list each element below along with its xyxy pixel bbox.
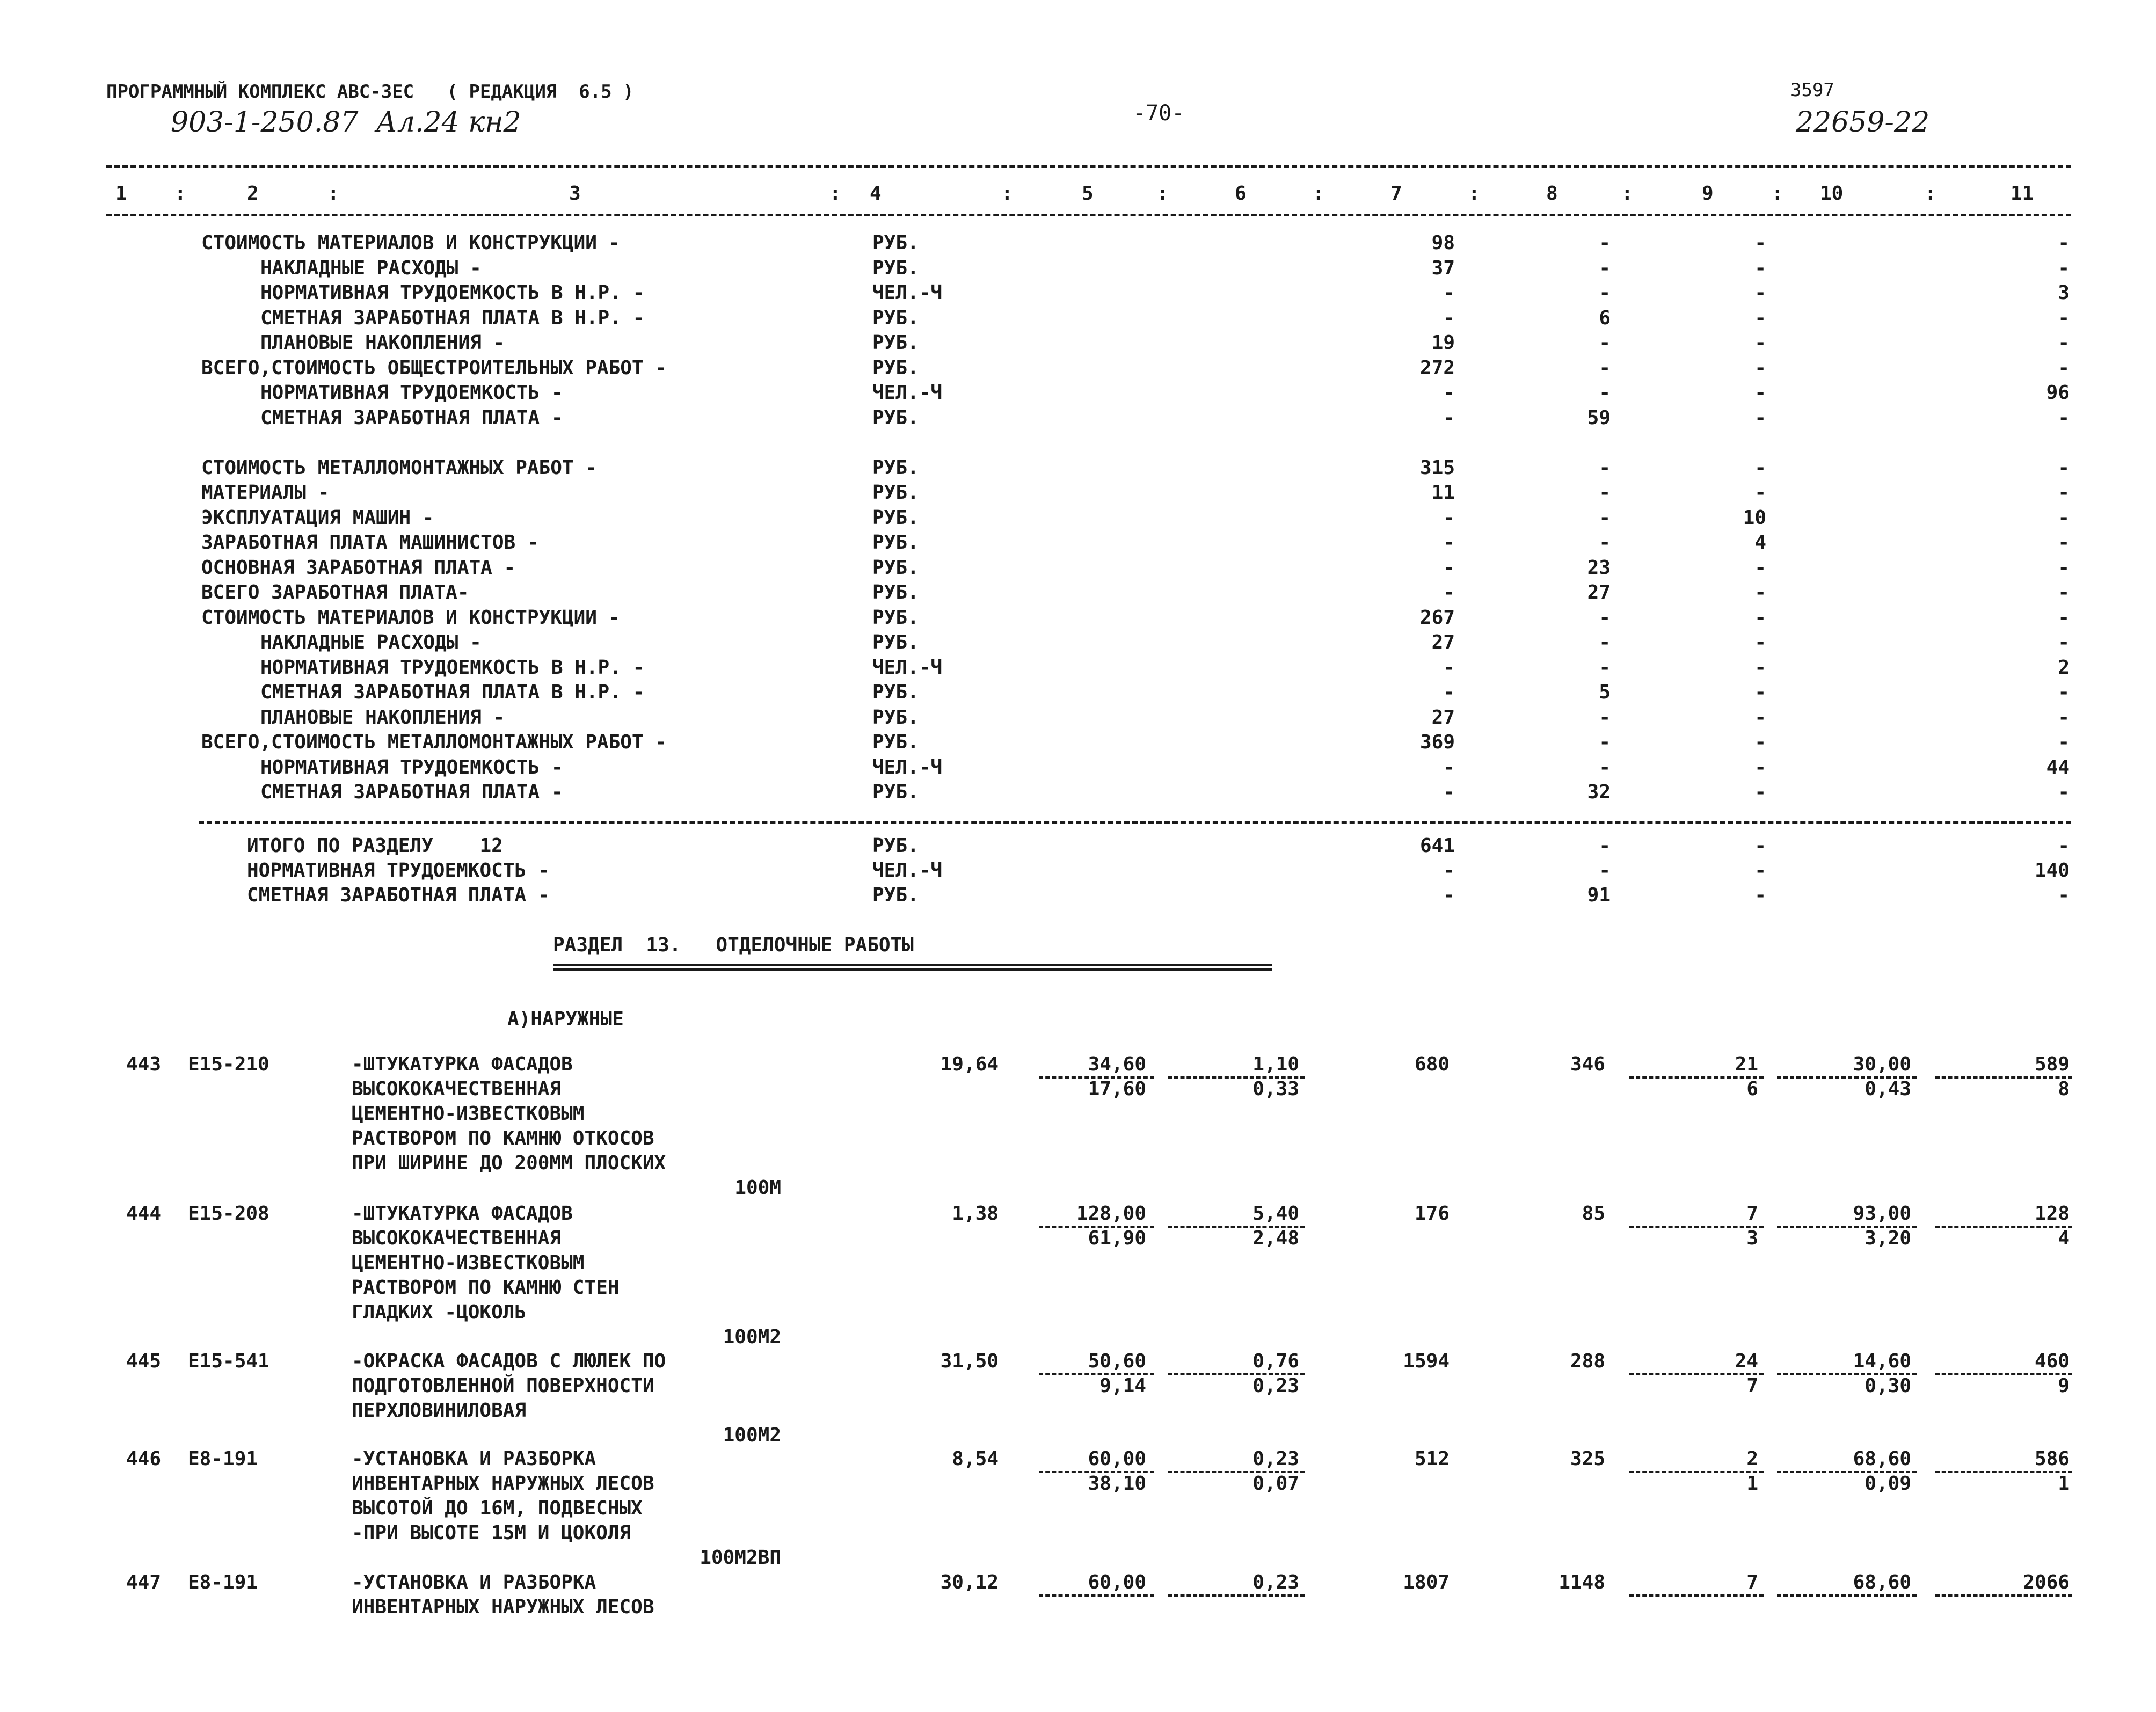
row-unit: ЧЕЛ.-Ч [872, 656, 943, 679]
row-label: МАТЕРИАЛЫ - [201, 482, 330, 504]
item-description-line: ПРИ ШИРИНЕ ДО 200ММ ПЛОСКИХ [352, 1152, 666, 1174]
sheet-code: 3597 [1790, 79, 1834, 101]
item-code: Е8-191 [188, 1448, 258, 1470]
item-number: 443 [126, 1053, 162, 1075]
row-unit: РУБ. [872, 731, 919, 753]
item-description-line: ВЫСОКОКАЧЕСТВЕННАЯ [352, 1227, 562, 1249]
total-col9: - [1754, 884, 1766, 906]
item-col9: 24 [1735, 1350, 1758, 1372]
row-col8: 23 [1587, 556, 1611, 579]
item-col10: 68,60 [1853, 1571, 1911, 1593]
row-col7: - [1443, 656, 1455, 679]
row-col8: 5 [1599, 681, 1611, 703]
row-label: ВСЕГО ЗАРАБОТНАЯ ПЛАТА- [201, 581, 469, 603]
row-col9: - [1754, 581, 1766, 603]
row-unit: ЧЕЛ.-Ч [872, 756, 943, 778]
row-col11: - [2058, 482, 2070, 504]
item-description-line: ПЕРХЛОВИНИЛОВАЯ [352, 1400, 527, 1422]
row-label: СМЕТНАЯ ЗАРАБОТНАЯ ПЛАТА В Н.Р. - [260, 681, 645, 703]
row-col9: - [1754, 656, 1766, 679]
item-subline [1777, 1594, 1917, 1597]
column-header-6: 6 [1235, 183, 1247, 205]
item-wage-unit-2: 0,33 [1252, 1078, 1299, 1100]
row-col7: - [1443, 282, 1455, 304]
row-unit: РУБ. [872, 307, 919, 329]
row-col9: - [1754, 406, 1766, 429]
item-subline [1935, 1594, 2072, 1597]
rule-header-bottom [106, 214, 2071, 216]
row-col11: - [2058, 356, 2070, 379]
row-col11: 44 [2046, 756, 2070, 778]
row-col8: - [1599, 756, 1611, 778]
page-number: -70- [1133, 101, 1185, 126]
column-separator: : [1621, 183, 1633, 205]
item-wage-unit-2: 2,48 [1252, 1227, 1299, 1249]
row-col11: - [2058, 456, 2070, 479]
item-unit: 100М2ВП [700, 1547, 781, 1569]
row-col7: 27 [1431, 706, 1455, 728]
row-unit: РУБ. [872, 781, 919, 803]
row-col8: - [1599, 282, 1611, 304]
row-col7: - [1443, 406, 1455, 429]
item-col11: 2066 [2023, 1571, 2070, 1593]
column-header-2: 2 [247, 183, 259, 205]
row-label: НОРМАТИВНАЯ ТРУДОЕМКОСТЬ - [260, 756, 563, 778]
row-col8: - [1599, 456, 1611, 479]
item-wage-unit: 0,76 [1252, 1350, 1299, 1372]
item-description-line: -УСТАНОВКА И РАЗБОРКА [352, 1571, 596, 1593]
item-unit-cost: 128,00 [1076, 1203, 1146, 1225]
row-col7: 19 [1431, 332, 1455, 354]
row-col7: 11 [1431, 482, 1455, 504]
row-unit: РУБ. [872, 531, 919, 553]
row-col11: - [2058, 781, 2070, 803]
row-col8: - [1599, 706, 1611, 728]
row-col11: - [2058, 631, 2070, 653]
column-separator: : [1157, 183, 1169, 205]
item-number: 445 [126, 1350, 162, 1372]
row-col9: - [1754, 257, 1766, 279]
row-col11: - [2058, 556, 2070, 579]
row-col7: - [1443, 506, 1455, 529]
total-unit: РУБ. [872, 835, 919, 857]
row-col8: - [1599, 531, 1611, 553]
row-col9: - [1754, 332, 1766, 354]
column-separator: : [174, 183, 186, 205]
item-unit-cost-2: 17,60 [1088, 1078, 1146, 1100]
item-quantity: 8,54 [952, 1448, 999, 1470]
item-wages: 85 [1582, 1203, 1605, 1225]
item-description-line: ИНВЕНТАРНЫХ НАРУЖНЫХ ЛЕСОВ [352, 1596, 654, 1618]
row-col11: - [2058, 232, 2070, 254]
item-total-cost: 1807 [1403, 1571, 1450, 1593]
item-description-line: РАСТВОРОМ ПО КАМНЮ СТЕН [352, 1277, 620, 1299]
row-col7: - [1443, 307, 1455, 329]
item-col11-2: 8 [2058, 1078, 2070, 1100]
row-col9: - [1754, 307, 1766, 329]
row-col11: - [2058, 531, 2070, 553]
column-header-7: 7 [1390, 183, 1402, 205]
item-wage-unit: 5,40 [1252, 1203, 1299, 1225]
item-subline [1168, 1594, 1305, 1597]
item-description-line: ГЛАДКИХ -ЦОКОЛЬ [352, 1301, 527, 1323]
item-quantity: 19,64 [940, 1053, 999, 1075]
row-label: НОРМАТИВНАЯ ТРУДОЕМКОСТЬ - [260, 382, 563, 404]
row-col9: - [1754, 282, 1766, 304]
item-number: 446 [126, 1448, 162, 1470]
item-col10-2: 0,43 [1864, 1078, 1911, 1100]
item-unit: 100М [734, 1177, 781, 1199]
column-separator: : [1313, 183, 1324, 205]
item-total-cost: 680 [1414, 1053, 1450, 1075]
row-label: ЭКСПЛУАТАЦИЯ МАШИН - [201, 506, 434, 529]
item-total-cost: 512 [1414, 1448, 1450, 1470]
row-col7: - [1443, 681, 1455, 703]
item-quantity: 1,38 [952, 1203, 999, 1225]
row-col8: - [1599, 257, 1611, 279]
row-col8: - [1599, 332, 1611, 354]
total-label: СМЕТНАЯ ЗАРАБОТНАЯ ПЛАТА - [247, 884, 550, 906]
row-unit: РУБ. [872, 257, 919, 279]
row-col9: - [1754, 382, 1766, 404]
row-col8: 27 [1587, 581, 1611, 603]
item-col9: 7 [1746, 1203, 1758, 1225]
row-col9: - [1754, 781, 1766, 803]
column-header-9: 9 [1702, 183, 1714, 205]
row-col9: 4 [1754, 531, 1766, 553]
item-wages: 325 [1570, 1448, 1605, 1470]
row-col7: - [1443, 581, 1455, 603]
row-col8: - [1599, 356, 1611, 379]
row-col11: - [2058, 307, 2070, 329]
item-wages: 346 [1570, 1053, 1605, 1075]
item-number: 447 [126, 1571, 162, 1593]
row-label: СТОИМОСТЬ МАТЕРИАЛОВ И КОНСТРУКЦИИ - [201, 606, 621, 629]
row-col11: - [2058, 706, 2070, 728]
item-description-line: ВЫСОКОКАЧЕСТВЕННАЯ [352, 1078, 562, 1100]
row-col9: - [1754, 731, 1766, 753]
row-label: ОСНОВНАЯ ЗАРАБОТНАЯ ПЛАТА - [201, 556, 516, 579]
item-description-line: ПОДГОТОВЛЕННОЙ ПОВЕРХНОСТИ [352, 1375, 654, 1397]
row-col11: 96 [2046, 382, 2070, 404]
item-wages: 1148 [1558, 1571, 1605, 1593]
row-unit: РУБ. [872, 631, 919, 653]
item-col11-2: 1 [2058, 1473, 2070, 1495]
row-label: НОРМАТИВНАЯ ТРУДОЕМКОСТЬ В Н.Р. - [260, 656, 645, 679]
item-col9-2: 3 [1746, 1227, 1758, 1249]
row-unit: РУБ. [872, 332, 919, 354]
item-col11: 128 [2034, 1203, 2070, 1225]
item-description-line: ЦЕМЕНТНО-ИЗВЕСТКОВЫМ [352, 1252, 585, 1274]
item-wage-unit-2: 0,07 [1252, 1473, 1299, 1495]
row-col9: - [1754, 482, 1766, 504]
total-col11: 140 [2034, 859, 2070, 882]
item-quantity: 30,12 [940, 1571, 999, 1593]
row-col9: - [1754, 456, 1766, 479]
total-col8: 91 [1587, 884, 1611, 906]
row-col7: 272 [1419, 356, 1455, 379]
row-col8: - [1599, 606, 1611, 629]
row-unit: ЧЕЛ.-Ч [872, 282, 943, 304]
column-separator: : [1001, 183, 1013, 205]
item-unit-cost-2: 9,14 [1099, 1375, 1146, 1397]
item-code: Е15-208 [188, 1203, 270, 1225]
row-col11: - [2058, 581, 2070, 603]
item-col11-2: 4 [2058, 1227, 2070, 1249]
item-description-line: -ОКРАСКА ФАСАДОВ С ЛЮЛЕК ПО [352, 1350, 666, 1372]
row-col8: - [1599, 656, 1611, 679]
item-col9: 2 [1746, 1448, 1758, 1470]
handwritten-project-code: 903-1-250.87 Ал.24 кн2 [171, 106, 521, 139]
row-col11: 3 [2058, 282, 2070, 304]
item-col11-2: 9 [2058, 1375, 2070, 1397]
row-col7: - [1443, 531, 1455, 553]
row-label: ВСЕГО,СТОИМОСТЬ МЕТАЛЛОМОНТАЖНЫХ РАБОТ - [201, 731, 667, 753]
rule-totals [199, 821, 2071, 824]
row-col7: 37 [1431, 257, 1455, 279]
row-col11: - [2058, 731, 2070, 753]
row-col9: - [1754, 556, 1766, 579]
column-header-5: 5 [1082, 183, 1094, 205]
item-description-line: ИНВЕНТАРНЫХ НАРУЖНЫХ ЛЕСОВ [352, 1473, 654, 1495]
item-wage-unit: 0,23 [1252, 1448, 1299, 1470]
row-label: НАКЛАДНЫЕ РАСХОДЫ - [260, 631, 482, 653]
row-col8: - [1599, 232, 1611, 254]
row-col7: 267 [1419, 606, 1455, 629]
rule-top [106, 165, 2071, 168]
item-total-cost: 1594 [1403, 1350, 1450, 1372]
column-header-11: 11 [2011, 183, 2034, 205]
row-col11: - [2058, 681, 2070, 703]
item-col9-2: 7 [1746, 1375, 1758, 1397]
item-code: Е15-210 [188, 1053, 270, 1075]
column-header-3: 3 [569, 183, 581, 205]
row-col9: - [1754, 606, 1766, 629]
item-unit-cost-2: 61,90 [1088, 1227, 1146, 1249]
row-col9: - [1754, 356, 1766, 379]
row-col7: 315 [1419, 456, 1455, 479]
row-label: СТОИМОСТЬ МАТЕРИАЛОВ И КОНСТРУКЦИИ - [201, 232, 621, 254]
row-col8: - [1599, 506, 1611, 529]
row-col11: - [2058, 257, 2070, 279]
row-unit: РУБ. [872, 232, 919, 254]
item-description-line: -ПРИ ВЫСОТЕ 15М И ЦОКОЛЯ [352, 1522, 631, 1544]
item-col10-2: 0,09 [1864, 1473, 1911, 1495]
total-col9: - [1754, 835, 1766, 857]
row-col9: - [1754, 706, 1766, 728]
total-label: ИТОГО ПО РАЗДЕЛУ 12 [247, 835, 503, 857]
item-col9-2: 1 [1746, 1473, 1758, 1495]
item-unit-cost: 60,00 [1088, 1571, 1146, 1593]
row-col8: 32 [1587, 781, 1611, 803]
row-col8: - [1599, 382, 1611, 404]
item-unit: 100М2 [723, 1326, 781, 1348]
item-number: 444 [126, 1203, 162, 1225]
row-label: НОРМАТИВНАЯ ТРУДОЕМКОСТЬ В Н.Р. - [260, 282, 645, 304]
item-description-line: РАСТВОРОМ ПО КАМНЮ ОТКОСОВ [352, 1127, 654, 1149]
handwritten-archive-number: 22659-22 [1796, 106, 1930, 139]
total-unit: РУБ. [872, 884, 919, 906]
item-unit: 100М2 [723, 1424, 781, 1446]
row-col9: - [1754, 232, 1766, 254]
item-subline [1039, 1594, 1154, 1597]
item-col10: 93,00 [1853, 1203, 1911, 1225]
row-col7: - [1443, 556, 1455, 579]
column-header-1: 1 [115, 183, 127, 205]
row-col7: - [1443, 756, 1455, 778]
row-col7: - [1443, 382, 1455, 404]
section-title: РАЗДЕЛ 13. ОТДЕЛОЧНЫЕ РАБОТЫ [553, 934, 914, 956]
item-col11: 586 [2034, 1448, 2070, 1470]
row-col9: - [1754, 681, 1766, 703]
row-col9: 10 [1743, 506, 1766, 529]
row-col8: - [1599, 631, 1611, 653]
item-wage-unit-2: 0,23 [1252, 1375, 1299, 1397]
item-description-line: ЦЕМЕНТНО-ИЗВЕСТКОВЫМ [352, 1103, 585, 1125]
total-col11: - [2058, 835, 2070, 857]
item-wages: 288 [1570, 1350, 1605, 1372]
row-col9: - [1754, 631, 1766, 653]
total-col7: 641 [1419, 835, 1455, 857]
row-label: СМЕТНАЯ ЗАРАБОТНАЯ ПЛАТА - [260, 781, 563, 803]
row-unit: РУБ. [872, 681, 919, 703]
item-unit-cost: 50,60 [1088, 1350, 1146, 1372]
section-title-underline [553, 964, 1272, 971]
row-label: ВСЕГО,СТОИМОСТЬ ОБЩЕСТРОИТЕЛЬНЫХ РАБОТ - [201, 356, 667, 379]
column-header-10: 10 [1820, 183, 1844, 205]
item-total-cost: 176 [1414, 1203, 1450, 1225]
row-unit: ЧЕЛ.-Ч [872, 382, 943, 404]
program-header: ПРОГРАММНЫЙ КОМПЛЕКС АВС-ЗЕС ( РЕДАКЦИЯ 6.5 ) [106, 81, 634, 103]
row-unit: РУБ. [872, 506, 919, 529]
item-col9: 21 [1735, 1053, 1758, 1075]
row-col11: - [2058, 506, 2070, 529]
row-unit: РУБ. [872, 406, 919, 429]
row-label: ЗАРАБОТНАЯ ПЛАТА МАШИНИСТОВ - [201, 531, 539, 553]
total-col8: - [1599, 835, 1611, 857]
row-col11: - [2058, 606, 2070, 629]
item-description-line: ВЫСОТОЙ ДО 16М, ПОДВЕСНЫХ [352, 1497, 643, 1519]
row-col9: - [1754, 756, 1766, 778]
row-col8: 6 [1599, 307, 1611, 329]
row-label: НАКЛАДНЫЕ РАСХОДЫ - [260, 257, 482, 279]
item-col9: 7 [1746, 1571, 1758, 1593]
total-label: НОРМАТИВНАЯ ТРУДОЕМКОСТЬ - [247, 859, 550, 882]
item-description-line: -ШТУКАТУРКА ФАСАДОВ [352, 1053, 573, 1075]
column-separator: : [1772, 183, 1783, 205]
item-unit-cost-2: 38,10 [1088, 1473, 1146, 1495]
total-col7: - [1443, 884, 1455, 906]
row-unit: РУБ. [872, 556, 919, 579]
row-label: СМЕТНАЯ ЗАРАБОТНАЯ ПЛАТА - [260, 406, 563, 429]
row-label: СТОИМОСТЬ МЕТАЛЛОМОНТАЖНЫХ РАБОТ - [201, 456, 597, 479]
row-label: ПЛАНОВЫЕ НАКОПЛЕНИЯ - [260, 706, 505, 728]
item-quantity: 31,50 [940, 1350, 999, 1372]
row-col7: 98 [1431, 232, 1455, 254]
row-unit: РУБ. [872, 606, 919, 629]
row-col7: 27 [1431, 631, 1455, 653]
row-unit: РУБ. [872, 482, 919, 504]
row-unit: РУБ. [872, 456, 919, 479]
item-unit-cost: 60,00 [1088, 1448, 1146, 1470]
total-col7: - [1443, 859, 1455, 882]
item-wage-unit: 0,23 [1252, 1571, 1299, 1593]
item-col10: 68,60 [1853, 1448, 1911, 1470]
item-unit-cost: 34,60 [1088, 1053, 1146, 1075]
row-col7: 369 [1419, 731, 1455, 753]
column-separator: : [1925, 183, 1936, 205]
item-col10: 14,60 [1853, 1350, 1911, 1372]
column-separator: : [829, 183, 841, 205]
item-col10-2: 3,20 [1864, 1227, 1911, 1249]
row-col8: 59 [1587, 406, 1611, 429]
item-col10-2: 0,30 [1864, 1375, 1911, 1397]
item-col10: 30,00 [1853, 1053, 1911, 1075]
row-unit: РУБ. [872, 356, 919, 379]
column-header-8: 8 [1546, 183, 1558, 205]
item-code: Е8-191 [188, 1571, 258, 1593]
column-separator: : [1468, 183, 1480, 205]
item-col11: 460 [2034, 1350, 2070, 1372]
row-col7: - [1443, 781, 1455, 803]
row-col11: - [2058, 332, 2070, 354]
row-label: СМЕТНАЯ ЗАРАБОТНАЯ ПЛАТА В Н.Р. - [260, 307, 645, 329]
row-unit: РУБ. [872, 706, 919, 728]
item-col11: 589 [2034, 1053, 2070, 1075]
row-col11: - [2058, 406, 2070, 429]
total-unit: ЧЕЛ.-Ч [872, 859, 943, 882]
column-header-4: 4 [870, 183, 882, 205]
row-col11: 2 [2058, 656, 2070, 679]
total-col9: - [1754, 859, 1766, 882]
total-col8: - [1599, 859, 1611, 882]
total-col11: - [2058, 884, 2070, 906]
row-col8: - [1599, 482, 1611, 504]
section-subtitle: А)НАРУЖНЫЕ [507, 1008, 624, 1030]
item-description-line: -ШТУКАТУРКА ФАСАДОВ [352, 1203, 573, 1225]
item-code: Е15-541 [188, 1350, 270, 1372]
item-subline [1629, 1594, 1764, 1597]
row-unit: РУБ. [872, 581, 919, 603]
row-col8: - [1599, 731, 1611, 753]
item-col9-2: 6 [1746, 1078, 1758, 1100]
row-label: ПЛАНОВЫЕ НАКОПЛЕНИЯ - [260, 332, 505, 354]
column-separator: : [327, 183, 339, 205]
item-wage-unit: 1,10 [1252, 1053, 1299, 1075]
item-description-line: -УСТАНОВКА И РАЗБОРКА [352, 1448, 596, 1470]
